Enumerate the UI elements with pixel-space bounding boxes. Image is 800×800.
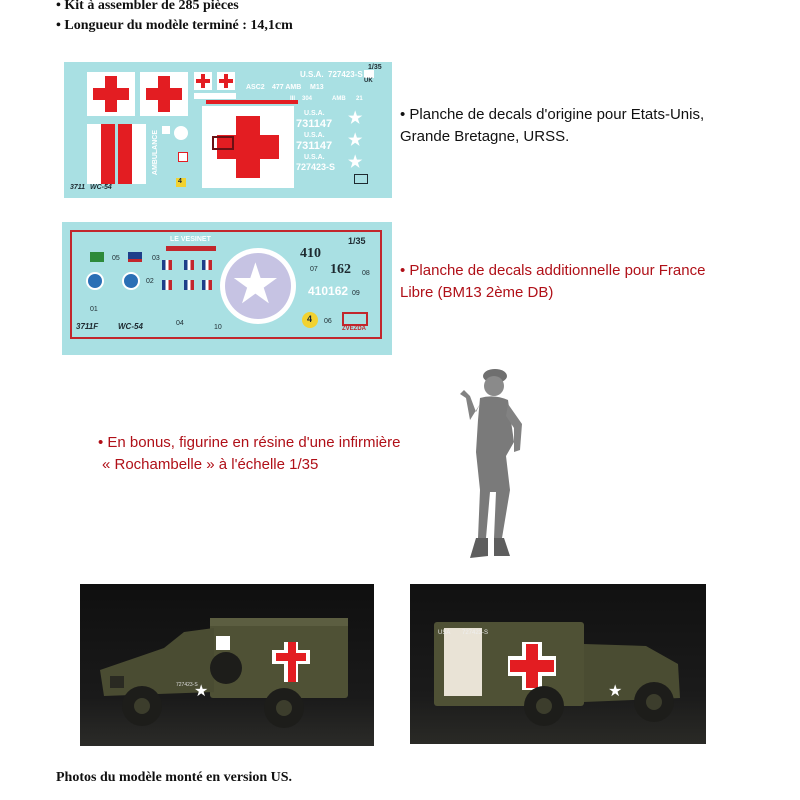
- tiny-cross: [178, 152, 188, 162]
- photos-caption: Photos du modèle monté en version US.: [56, 770, 293, 785]
- town-name-decal: LE VESINET: [170, 236, 211, 243]
- unit-insignia-icon: [122, 272, 140, 290]
- tricolor-decal: [162, 260, 172, 270]
- vehicle-plate: 727423-S: [176, 682, 198, 688]
- vehicle-marking: USA: [438, 630, 451, 636]
- white-star-icon: ★: [194, 683, 209, 700]
- decal-number: 06: [324, 318, 332, 325]
- bridge-number: 4: [307, 314, 313, 324]
- sheet-model: WC-54: [118, 322, 143, 331]
- bonus-description-line2: « Rochambelle » à l'échelle 1/35: [102, 456, 319, 473]
- small-cross-decal: [194, 72, 212, 90]
- flag-decal: [128, 252, 142, 262]
- uk-flag-decal: [364, 70, 374, 78]
- unit-insignia-icon: [86, 272, 104, 290]
- ambulance-side-view: [80, 584, 374, 746]
- white-star-icon: ★: [348, 110, 363, 127]
- tricolor-decal: [162, 280, 172, 290]
- red-stripe: [166, 246, 216, 251]
- kit-parts-text: Kit à assembler de 285 pièces: [64, 0, 239, 13]
- unit-code: AMB: [332, 96, 346, 102]
- tricolor-decal: [184, 260, 194, 270]
- allied-star-roundel: [220, 248, 296, 324]
- insignia-decal: [174, 126, 188, 140]
- scale-label: 1/35: [368, 64, 382, 71]
- small-cross-decal: [217, 72, 235, 90]
- bridge-number: 4: [178, 178, 182, 185]
- half-cross-decal: [118, 124, 146, 184]
- tiny-cross: [162, 126, 170, 134]
- sheet-code: 3711: [70, 184, 86, 191]
- red-stripe: [206, 100, 298, 104]
- half-cross-decal: [87, 124, 115, 184]
- decal-number: 03: [152, 255, 160, 262]
- sheet-code: 3711F: [76, 322, 99, 331]
- decal-sheet-original: [64, 62, 392, 198]
- brand-label: ZVEZDA: [342, 326, 366, 332]
- reg-number: 727423-S: [328, 70, 363, 79]
- unit-code: ASC2: [246, 84, 265, 91]
- zvezda-logo-icon: [342, 312, 368, 326]
- kit-bullet: • Kit à assembler de 285 pièces: [56, 0, 239, 13]
- model-length-text: Longueur du modèle terminé : 14,1cm: [64, 18, 293, 33]
- reg-number: 731147: [296, 140, 333, 152]
- length-bullet: • Longueur du modèle terminé : 14,1cm: [56, 18, 293, 33]
- number-decal: 410162: [308, 284, 349, 298]
- white-star-icon: ★: [233, 256, 278, 312]
- unit-code: 21: [356, 96, 363, 102]
- tricolor-decal: [202, 260, 212, 270]
- unit-code: M13: [310, 84, 324, 91]
- usa-text: U.S.A.: [304, 154, 325, 161]
- decal-number: 05: [112, 255, 120, 262]
- usa-text: U.S.A.: [300, 70, 324, 79]
- photo-left-model: [80, 584, 374, 746]
- reg-number: 731147: [296, 118, 333, 130]
- unit-code: III: [290, 96, 296, 102]
- ambulance-text: AMBULANCE: [152, 130, 159, 176]
- red-cross-decal: [140, 72, 188, 116]
- decal-number: 09: [352, 290, 360, 297]
- ambulance-rear-view: [410, 584, 706, 744]
- sheet-model: WC-54: [90, 184, 112, 191]
- red-cross-decal: [87, 72, 135, 116]
- decal-sheet-additional: [62, 222, 392, 355]
- uk-label: UK: [364, 78, 373, 84]
- bonus-description-line1: • En bonus, figurine en résine d'une infirmière: [98, 434, 401, 451]
- white-star-icon: ★: [608, 683, 623, 700]
- vehicle-plate: 727423-S: [462, 630, 489, 636]
- usa-text: U.S.A.: [304, 110, 325, 117]
- zvezda-logo-icon: [354, 174, 368, 184]
- large-red-cross-decal: [202, 106, 294, 188]
- sheet2-description: • Planche de decals additionnelle pour France Libre (BM13 2ème DB): [400, 262, 706, 301]
- decal-number: 04: [176, 320, 184, 327]
- decal-number: 08: [362, 270, 370, 277]
- decal-number: 01: [90, 306, 98, 313]
- usa-text: U.S.A.: [304, 132, 325, 139]
- decal-number: 07: [310, 266, 318, 273]
- white-star-icon: ★: [348, 154, 363, 171]
- unit-code: 304: [302, 96, 313, 102]
- tricolor-decal: [184, 280, 194, 290]
- reg-number: 727423-S: [296, 162, 336, 172]
- unit-code: 477 AMB: [272, 84, 302, 91]
- resin-nurse-figure: [450, 360, 550, 570]
- flag-decal: [90, 252, 104, 262]
- decal-number: 02: [146, 278, 154, 285]
- white-stripe: [194, 93, 236, 99]
- decal-number: 10: [214, 324, 222, 331]
- number-decal: 410: [300, 246, 321, 261]
- tricolor-decal: [202, 280, 212, 290]
- sheet1-description: • Planche de decals d'origine pour Etats-Unis, Grande Bretagne, URSS.: [400, 106, 705, 145]
- photo-right-model: [410, 584, 706, 744]
- scale-label: 1/35: [348, 236, 366, 246]
- white-star-icon: ★: [348, 132, 363, 149]
- number-decal: 162: [330, 262, 351, 277]
